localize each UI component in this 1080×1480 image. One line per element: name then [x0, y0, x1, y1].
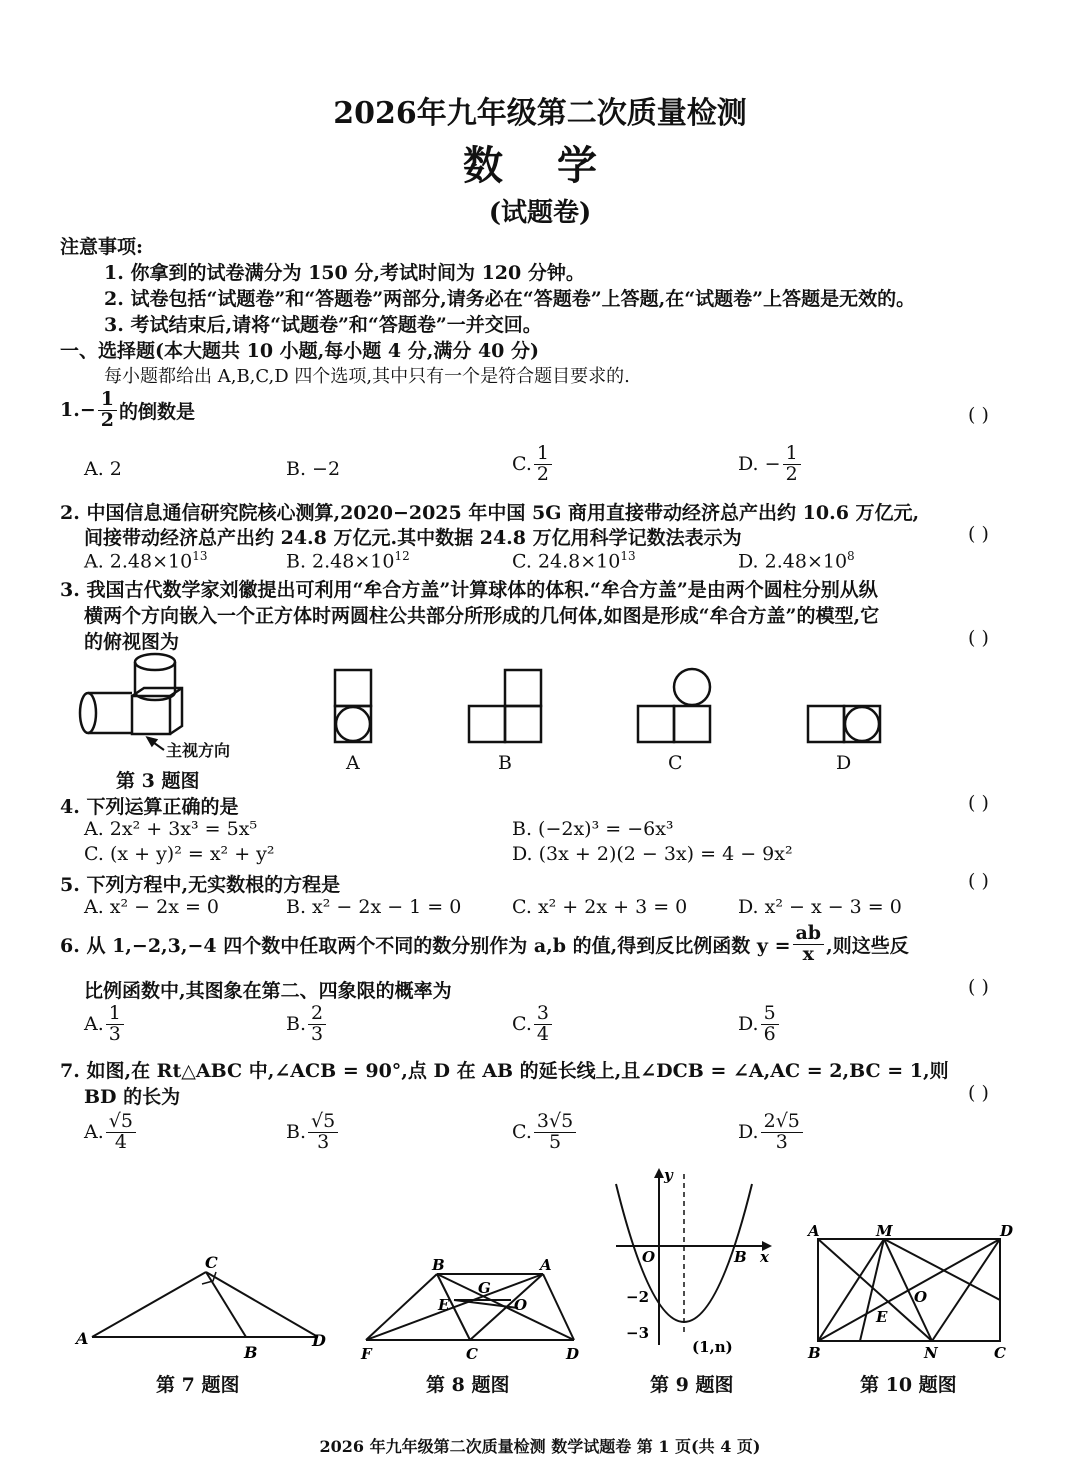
note-item-1: 1. 你拿到的试卷满分为 150 分,考试时间为 120 分钟。 — [104, 262, 585, 284]
fig9-label-neg3: −3 — [626, 1324, 650, 1342]
q3-answer-paren: ( ) — [968, 627, 989, 649]
q6-c-num: 3 — [534, 1004, 552, 1025]
q7-c-den: 5 — [549, 1130, 562, 1153]
q1-c-label: C. — [512, 453, 532, 476]
q7-d-fraction — [761, 1112, 803, 1153]
q6-frac-num: ab — [793, 924, 825, 945]
fig9-label-vertex: (1,n) — [692, 1338, 733, 1356]
q6-a-num: 1 — [106, 1004, 124, 1025]
q7-a-den: 4 — [114, 1130, 127, 1153]
q6-c-fraction — [534, 1004, 552, 1045]
fig8-label-d: D — [566, 1345, 580, 1363]
fig10-label-n: N — [924, 1344, 938, 1362]
fig7-caption: 第 7 题图 — [156, 1374, 240, 1396]
fig10-label-e: E — [876, 1308, 888, 1326]
fig8-label-g: G — [478, 1279, 491, 1297]
q1-d-fraction — [783, 444, 801, 485]
q2-b-exp: 12 — [394, 549, 410, 563]
q6-option-d — [738, 1004, 781, 1045]
fig10-caption: 第 10 题图 — [860, 1374, 957, 1396]
q7-b-den: 3 — [317, 1130, 330, 1153]
figure-7 — [92, 1272, 318, 1337]
q2-option-c — [512, 549, 636, 572]
fig8-label-f: F — [361, 1345, 372, 1363]
section-instruction: 每小题都给出 A,B,C,D 四个选项,其中只有一个是符合题目要求的. — [104, 366, 630, 387]
q3-option-a-figure — [335, 670, 371, 742]
q7-b-label: B. — [286, 1121, 307, 1144]
fig8-label-o: O — [514, 1296, 528, 1314]
fig10-label-b: B — [808, 1344, 821, 1362]
fig9-caption: 第 9 题图 — [650, 1374, 734, 1396]
q1-d-num: 1 — [783, 444, 801, 465]
figure-10 — [818, 1239, 1000, 1341]
q3-option-b-figure — [469, 670, 541, 742]
exam-title: 2026年九年级第二次质量检测 — [333, 96, 747, 131]
q5-option-c: C. x² + 2x + 3 = 0 — [512, 896, 688, 918]
fig10-label-a: A — [808, 1222, 820, 1240]
q6-b-num: 2 — [308, 1004, 326, 1025]
fig8-label-b: B — [432, 1256, 445, 1274]
q4-option-b: B. (−2x)³ = −6x³ — [512, 818, 674, 840]
q6-d-num: 5 — [761, 1004, 779, 1025]
note-item-2: 2. 试卷包括“试题卷”和“答题卷”两部分,请务必在“答题卷”上答题,在“试题卷”上答题是无效的。 — [104, 288, 916, 310]
question-3-line2: 横两个方向嵌入一个正方体时两圆柱公共部分所形成的几何体,如图是形成“牟合方盖”的模型,它 — [84, 605, 880, 627]
figure-8 — [366, 1274, 574, 1340]
q7-a-num: √5 — [106, 1112, 136, 1133]
fig8-label-a: A — [540, 1256, 552, 1274]
notes-heading: 注意事项: — [60, 236, 144, 258]
q2-c-exp: 13 — [620, 549, 636, 563]
q3-model-figure — [80, 654, 182, 750]
fig7-label-b: B — [244, 1343, 258, 1362]
q7-c-fraction — [534, 1112, 576, 1153]
q7-c-num: 3√5 — [534, 1112, 576, 1133]
q7-d-num: 2√5 — [761, 1112, 803, 1133]
question-7-line2: BD 的长为 — [84, 1086, 181, 1108]
q6-answer-paren: ( ) — [968, 976, 989, 998]
q1-option-b: B. −2 — [286, 458, 341, 480]
q6-frac-den: x — [802, 942, 814, 965]
q1-d-den: 2 — [785, 462, 798, 485]
q4-option-a: A. 2x² + 3x³ = 5x⁵ — [84, 818, 258, 840]
q6-c-den: 4 — [536, 1022, 549, 1045]
q3-option-a-label: A — [346, 752, 360, 774]
q7-d-label: D. — [738, 1121, 759, 1144]
q3-figure-caption: 第 3 题图 — [116, 770, 200, 792]
q3-option-b-label: B — [498, 752, 512, 774]
note-item-3: 3. 考试结束后,请将“试题卷”和“答题卷”一并交回。 — [104, 314, 542, 336]
q7-b-fraction — [308, 1112, 338, 1153]
q1-c-den: 2 — [536, 462, 549, 485]
q6-option-a — [84, 1004, 126, 1045]
q7-option-c — [512, 1112, 578, 1153]
question-2-line2: 间接带动经济总产出约 24.8 万亿元.其中数据 24.8 万亿用科学记数法表示为 — [84, 527, 742, 549]
fig8-caption: 第 8 题图 — [426, 1374, 510, 1396]
q5-option-a: A. x² − 2x = 0 — [84, 896, 220, 918]
q7-b-num: √5 — [308, 1112, 338, 1133]
question-2-line1: 2. 中国信息通信研究院核心测算,2020−2025 年中国 5G 商用直接带动经济总产出约 10.6 万亿元, — [60, 502, 920, 524]
question-7-line1: 7. 如图,在 Rt△ABC 中,∠ACB = 90°,点 D 在 AB 的延长线上,且∠DCB = ∠A,AC = 2,BC = 1,则 — [60, 1060, 949, 1082]
q1-frac-num: 1 — [98, 390, 117, 411]
question-3-line1: 3. 我国古代数学家刘徽提出可利用“牟合方盖”计算球体的体积.“牟合方盖”是由两个圆柱分别从纵 — [60, 579, 878, 601]
fig7-label-c: C — [205, 1253, 218, 1272]
q6-line1-tail: ,则这些反 — [826, 934, 909, 957]
q1-d-label: D. − — [738, 453, 781, 476]
q1-text: 的倒数是 — [119, 400, 196, 423]
question-4-stem: 4. 下列运算正确的是 — [60, 796, 239, 818]
q1-c-fraction — [534, 444, 552, 485]
fig9-label-x: x — [760, 1248, 769, 1266]
q3-option-d-figure — [808, 706, 880, 742]
q7-a-fraction — [106, 1112, 136, 1153]
q2-option-a — [84, 549, 207, 572]
question-1-stem — [60, 390, 195, 431]
q1-option-d — [738, 444, 803, 485]
page-footer: 2026 年九年级第二次质量检测 数学试题卷 第 1 页(共 4 页) — [319, 1437, 761, 1456]
q6-b-fraction — [308, 1004, 326, 1045]
q3-option-d-label: D — [836, 752, 852, 774]
q6-option-b — [286, 1004, 328, 1045]
q1-frac-den: 2 — [100, 408, 114, 431]
q6-b-den: 3 — [311, 1022, 324, 1045]
q3-option-c-label: C — [668, 752, 683, 774]
q2-a-text: A. 2.48×10 — [84, 550, 193, 573]
q4-option-d: D. (3x + 2)(2 − 3x) = 4 − 9x² — [512, 843, 793, 865]
q5-option-d: D. x² − x − 3 = 0 — [738, 896, 902, 918]
paper-subtitle: (试题卷) — [488, 198, 592, 228]
fig10-label-d: D — [1000, 1222, 1014, 1240]
q1-number: 1. — [60, 399, 80, 422]
q1-option-c — [512, 444, 554, 485]
q2-option-b — [286, 549, 410, 572]
fig10-label-o: O — [914, 1288, 928, 1306]
fig10-label-m: M — [876, 1222, 893, 1240]
q6-line1-text: 6. 从 1,−2,3,−4 四个数中任取两个不同的数分别作为 a,b 的值,得到反比例函数 y = — [60, 934, 791, 957]
fig10-label-c: C — [994, 1344, 1006, 1362]
q2-a-exp: 13 — [192, 549, 208, 563]
subject-title: 数 学 — [463, 142, 617, 189]
q7-c-label: C. — [512, 1121, 532, 1144]
q1-c-num: 1 — [534, 444, 552, 465]
fig9-label-neg2: −2 — [626, 1288, 650, 1306]
q7-option-a — [84, 1112, 138, 1153]
q5-option-b: B. x² − 2x − 1 = 0 — [286, 896, 462, 918]
question-6-line1 — [60, 924, 909, 965]
fig7-label-a: A — [76, 1329, 89, 1348]
q6-b-label: B. — [286, 1013, 307, 1036]
section-heading: 一、选择题(本大题共 10 小题,每小题 4 分,满分 40 分) — [60, 340, 539, 362]
fig9-label-y: y — [664, 1166, 673, 1184]
q1-option-a: A. 2 — [84, 458, 122, 480]
question-6-line2: 比例函数中,其图象在第二、四象限的概率为 — [84, 980, 452, 1002]
q2-option-d — [738, 549, 855, 572]
q2-d-text: D. 2.48×10 — [738, 550, 848, 573]
q1-minus: − — [79, 399, 96, 422]
q6-function-fraction — [793, 924, 825, 965]
q6-d-label: D. — [738, 1013, 759, 1036]
q7-answer-paren: ( ) — [968, 1082, 989, 1104]
q3-view-direction-label: 主视方向 — [166, 741, 231, 760]
question-3-line3: 的俯视图为 — [84, 631, 180, 653]
q6-d-den: 6 — [763, 1022, 776, 1045]
bottom-figures — [0, 1160, 1080, 1370]
q3-option-c-figure — [638, 669, 710, 742]
question-5-stem: 5. 下列方程中,无实数根的方程是 — [60, 874, 341, 896]
q4-answer-paren: ( ) — [968, 792, 989, 814]
fig8-label-e: E — [438, 1296, 450, 1314]
q6-a-den: 3 — [108, 1022, 121, 1045]
fig9-label-o: O — [642, 1248, 656, 1266]
q3-figures — [70, 650, 970, 790]
q6-c-label: C. — [512, 1013, 532, 1036]
q1-answer-paren: ( ) — [968, 404, 989, 426]
figure-9 — [616, 1168, 772, 1345]
fig8-label-c: C — [466, 1345, 478, 1363]
fig7-label-d: D — [312, 1331, 326, 1350]
q6-d-fraction — [761, 1004, 779, 1045]
q6-a-label: A. — [84, 1013, 104, 1036]
q2-answer-paren: ( ) — [968, 523, 989, 545]
q5-answer-paren: ( ) — [968, 870, 989, 892]
q7-option-b — [286, 1112, 340, 1153]
q4-option-c: C. (x + y)² = x² + y² — [84, 843, 275, 865]
q7-d-den: 3 — [775, 1130, 788, 1153]
q2-c-text: C. 24.8×10 — [512, 550, 621, 573]
q6-a-fraction — [106, 1004, 124, 1045]
fig9-label-b: B — [734, 1248, 747, 1266]
q1-fraction — [98, 390, 117, 431]
q2-b-text: B. 2.48×10 — [286, 550, 395, 573]
q7-a-label: A. — [84, 1121, 104, 1144]
q2-d-exp: 8 — [847, 549, 855, 563]
q6-option-c — [512, 1004, 554, 1045]
q7-option-d — [738, 1112, 805, 1153]
